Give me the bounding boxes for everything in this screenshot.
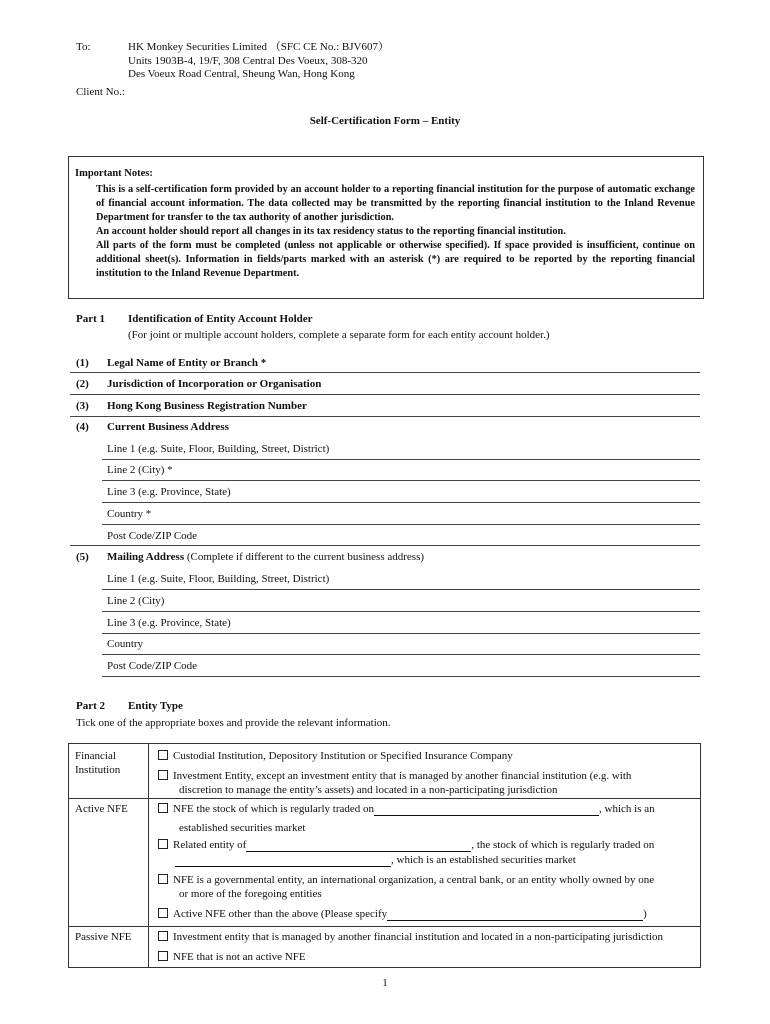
option-label-suffix: ) (643, 908, 647, 920)
current-address-line2-field[interactable]: Line 2 (City) * (107, 464, 173, 476)
option-label-suffix: , which is an (599, 803, 655, 815)
active-nfe-label: Active NFE (75, 803, 128, 815)
checkbox[interactable] (158, 931, 168, 941)
recipient-company: HK Monkey Securities Limited （SFC CE No.: BJV607） (128, 41, 389, 53)
mailing-address-country-field[interactable]: Country (107, 638, 144, 650)
divider (102, 524, 700, 525)
recipient-address-line2: Des Voeux Road Central, Sheung Wan, Hong Kong (128, 68, 355, 80)
checkbox[interactable] (158, 874, 168, 884)
mailing-address-line1-field[interactable]: Line 1 (e.g. Suite, Floor, Building, Street, District) (107, 573, 330, 585)
passive-nfe-option-not-active[interactable] (158, 951, 306, 964)
divider (102, 676, 700, 677)
part1-label: Part 1 (76, 313, 106, 325)
current-address-country-field[interactable]: Country * (107, 508, 152, 520)
option-label: Investment entity that is managed by another financial institution and located in a non-participating jurisdiction (173, 931, 663, 943)
active-nfe-option-related-line2 (175, 854, 576, 867)
option-label-suffix: , which is an established securities market (391, 854, 576, 866)
table-row-divider (68, 798, 701, 799)
notes-paragraph-3: All parts of the form must be completed (unless not applicable or otherwise specified). If space provided is insufficient, continue on additional sheet(s). Information in fields/parts marked with an asterisk (*) are required to be reported by the reporting financial institution to the Inland Revenue Department. (96, 240, 695, 279)
divider (70, 545, 700, 546)
divider (102, 611, 700, 612)
related-market-input[interactable] (175, 855, 391, 867)
current-address-line3-field[interactable]: Line 3 (e.g. Province, State) (107, 486, 231, 498)
option-label: NFE is a governmental entity, an international organization, a central bank, or an entity wholly owned by one (173, 874, 655, 886)
notes-heading: Important Notes: (75, 168, 153, 179)
table-column-divider (148, 743, 149, 968)
part2-label: Part 2 (76, 700, 106, 712)
fi-option-investment[interactable] (158, 770, 631, 783)
table-row-divider (68, 926, 701, 927)
part2-instruction: Tick one of the appropriate boxes and provide the relevant information. (76, 717, 391, 729)
checkbox[interactable] (158, 839, 168, 849)
client-no-label: Client No.: (76, 86, 125, 98)
br-number-field[interactable]: Hong Kong Business Registration Number (107, 400, 307, 412)
mailing-address-heading (107, 551, 424, 564)
jurisdiction-field[interactable]: Jurisdiction of Incorporation or Organisation (107, 378, 322, 390)
mailing-address-note: (Complete if different to the current business address) (184, 551, 425, 563)
option-label: NFE the stock of which is regularly traded on (173, 803, 375, 815)
divider (70, 372, 700, 373)
active-nfe-specify-input[interactable] (387, 909, 643, 921)
fi-label-line1: Financial (75, 750, 116, 762)
related-entity-input[interactable] (246, 840, 471, 852)
mailing-address-postcode-field[interactable]: Post Code/ZIP Code (107, 660, 198, 672)
checkbox[interactable] (158, 750, 168, 760)
option-label: Custodial Institution, Depository Institution or Specified Insurance Company (173, 750, 513, 762)
divider (102, 589, 700, 590)
active-nfe-option-traded[interactable] (158, 803, 655, 816)
form-title: Self-Certification Form – Entity (309, 115, 461, 127)
part1-title: Identification of Entity Account Holder (128, 313, 313, 325)
item-5-number: (5) (76, 551, 89, 563)
recipient-address-line1: Units 1903B-4, 19/F, 308 Central Des Voeux, 308-320 (128, 55, 368, 67)
option-label: Active NFE other than the above (Please specify (173, 908, 388, 920)
divider (102, 459, 700, 460)
mailing-address-line3-field[interactable]: Line 3 (e.g. Province, State) (107, 617, 231, 629)
mailing-address-line2-field[interactable]: Line 2 (City) (107, 595, 165, 607)
fi-option-investment-line2: discretion to manage the entity’s assets) and located in a non-participating jurisdiction (179, 784, 558, 796)
option-label: Related entity of (173, 839, 247, 851)
mailing-address-label: Mailing Address (107, 551, 185, 563)
current-address-heading: Current Business Address (107, 421, 229, 433)
active-nfe-option-governmental-line2: or more of the foregoing entities (179, 888, 322, 900)
item-1-number: (1) (76, 357, 89, 369)
current-address-line1-field[interactable]: Line 1 (e.g. Suite, Floor, Building, Street, District) (107, 443, 330, 455)
current-address-postcode-field[interactable]: Post Code/ZIP Code (107, 530, 198, 542)
checkbox[interactable] (158, 803, 168, 813)
passive-nfe-label: Passive NFE (75, 931, 132, 943)
fi-label-line2: Institution (75, 764, 121, 776)
divider (102, 480, 700, 481)
part1-subtitle: (For joint or multiple account holders, complete a separate form for each entity account holder.) (128, 329, 550, 341)
divider (70, 416, 700, 417)
notes-paragraph-2: An account holder should report all changes in its tax residency status to the reporting financial institution. (96, 226, 566, 237)
item-2-number: (2) (76, 378, 89, 390)
checkbox[interactable] (158, 770, 168, 780)
divider (70, 394, 700, 395)
divider (102, 633, 700, 634)
item-3-number: (3) (76, 400, 89, 412)
part2-title: Entity Type (128, 700, 183, 712)
option-label: NFE that is not an active NFE (173, 951, 306, 963)
to-label: To: (76, 41, 91, 53)
fi-option-custodial[interactable] (158, 750, 513, 763)
market-input[interactable] (374, 804, 599, 816)
active-nfe-option-other[interactable] (158, 908, 647, 921)
active-nfe-option-governmental[interactable] (158, 874, 654, 887)
page-number: 1 (382, 977, 388, 989)
passive-nfe-option-investment[interactable] (158, 931, 663, 944)
active-nfe-option-traded-line2: established securities market (179, 822, 306, 834)
checkbox[interactable] (158, 951, 168, 961)
divider (102, 654, 700, 655)
checkbox[interactable] (158, 908, 168, 918)
notes-paragraph-1: This is a self-certification form provided by an account holder to a reporting financial institution for the purpose of automatic exchange of financial account information. The data collected may be transmitted by the reporting financial institution to the Inland Revenue Department for transfer to the tax authority of another jurisdiction. (96, 184, 695, 223)
divider (102, 502, 700, 503)
legal-name-field[interactable]: Legal Name of Entity or Branch * (107, 357, 267, 369)
important-notes-box (68, 156, 704, 299)
item-4-number: (4) (76, 421, 89, 433)
option-label: Investment Entity, except an investment entity that is managed by another financial institution (e.g. with (173, 770, 632, 782)
option-label-suffix: , the stock of which is regularly traded on (471, 839, 655, 851)
active-nfe-option-related[interactable] (158, 839, 654, 852)
